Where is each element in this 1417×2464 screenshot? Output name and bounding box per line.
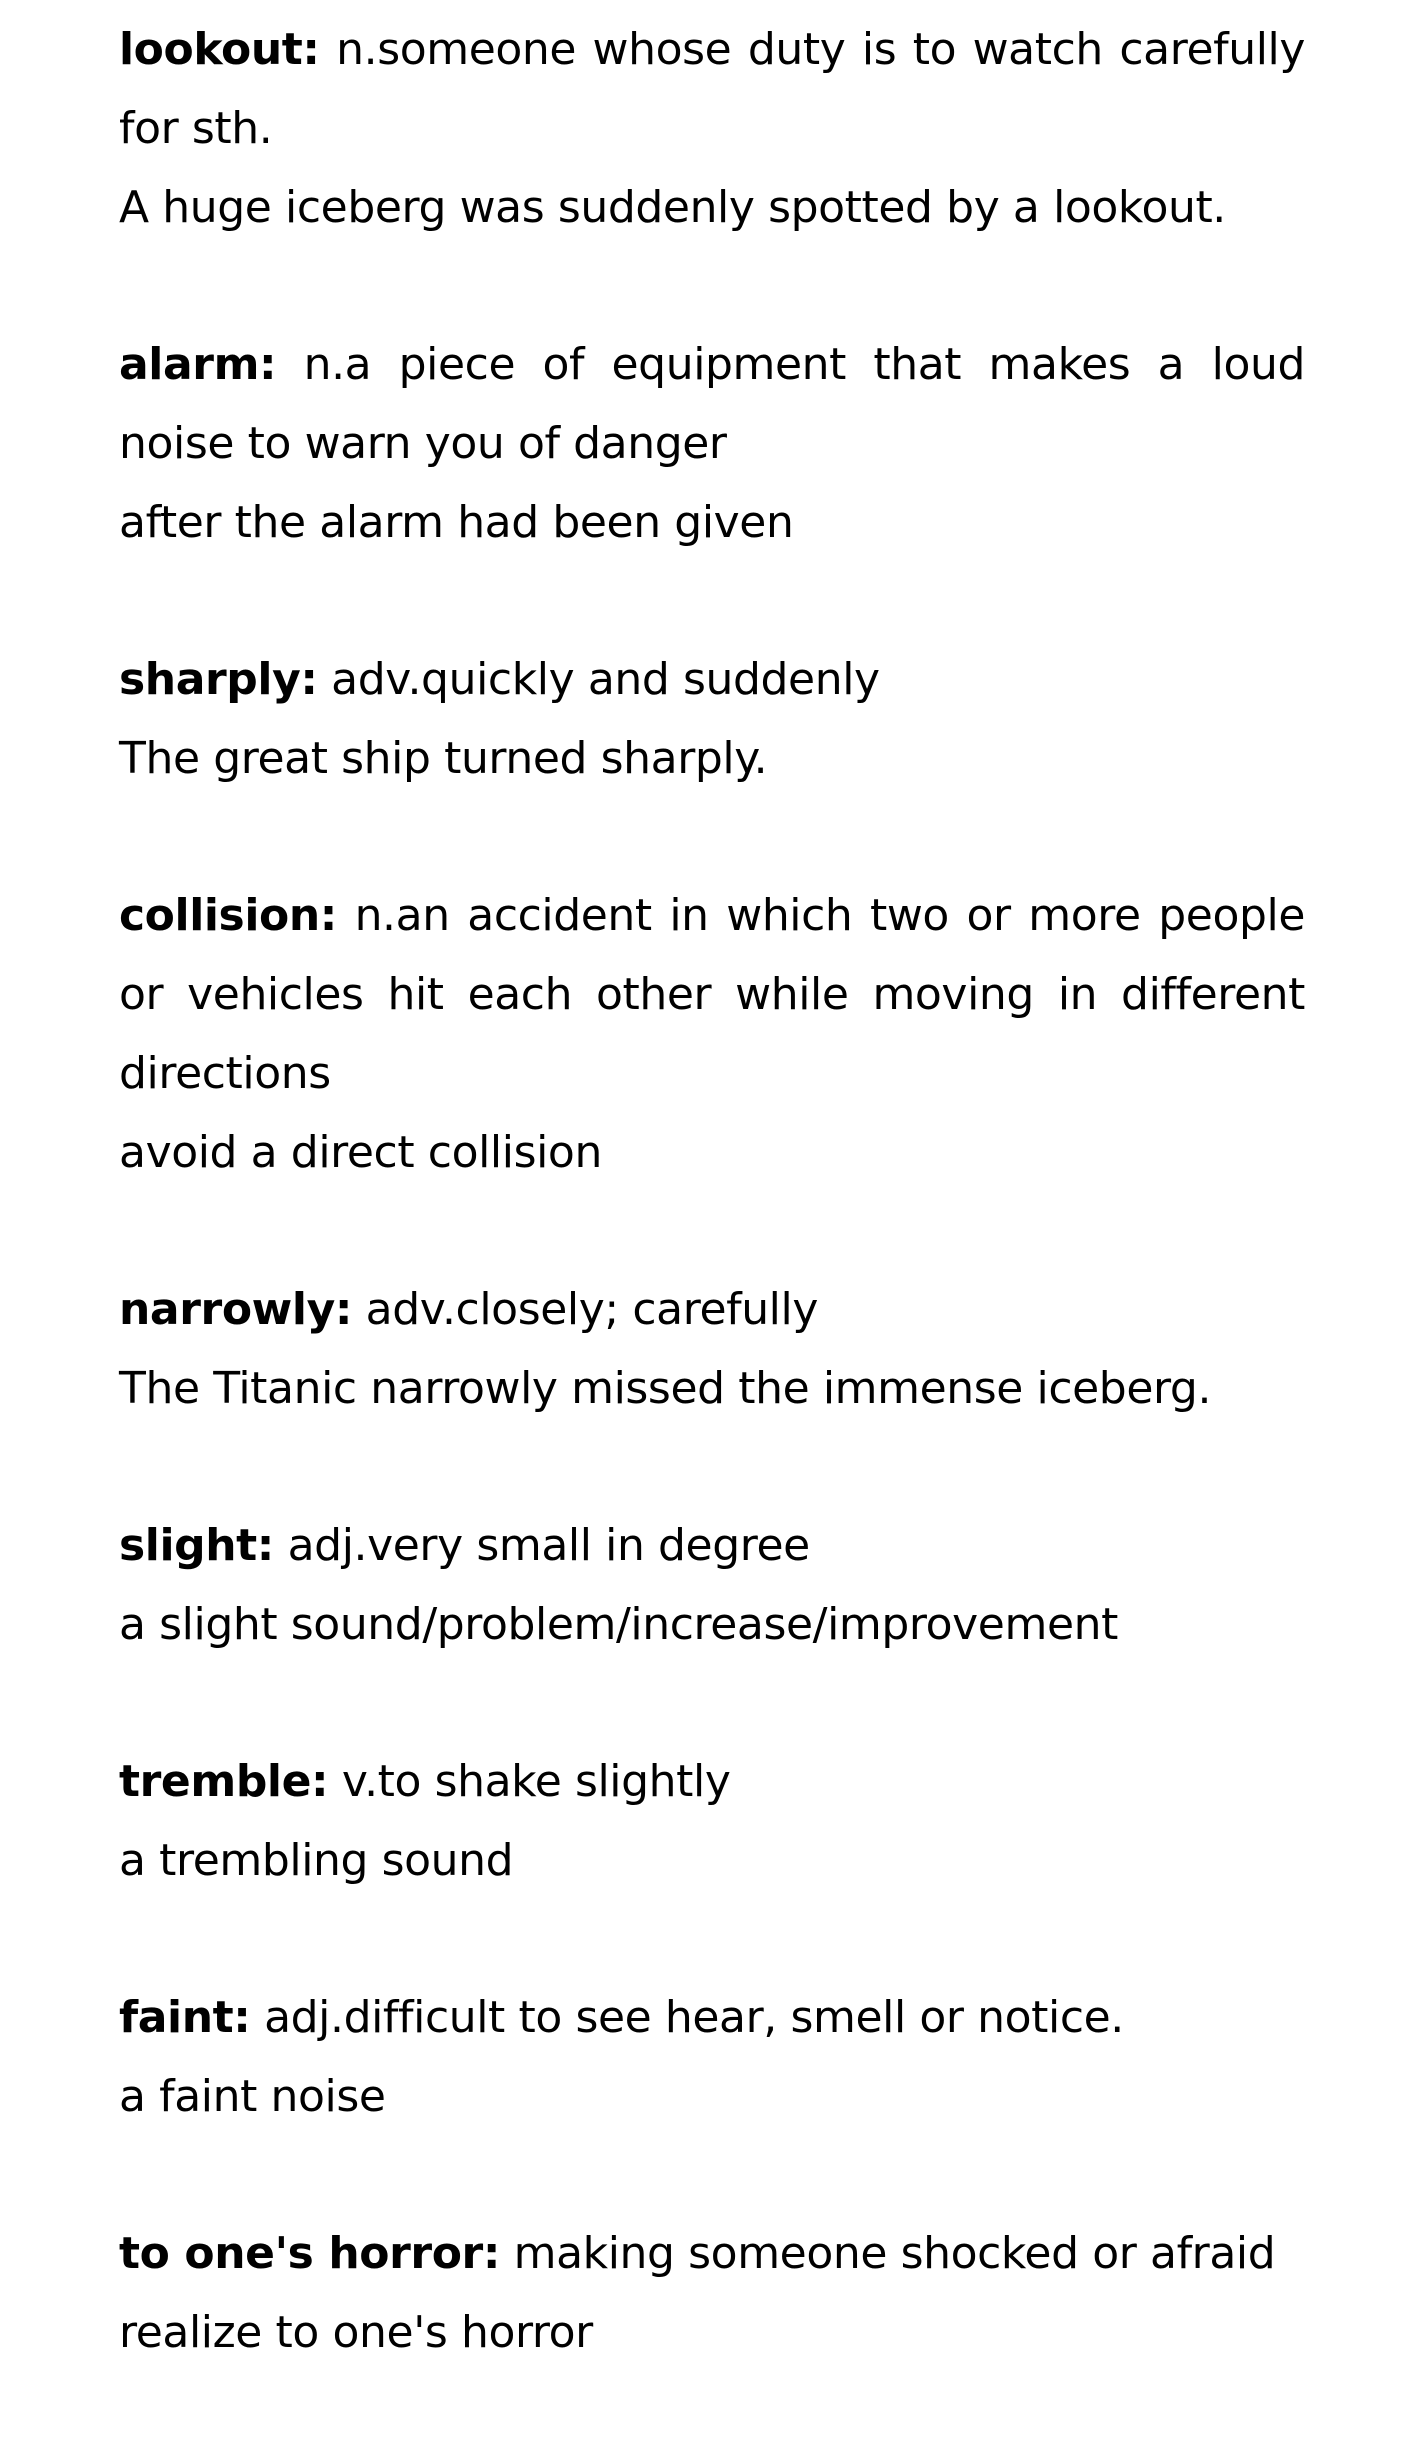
- term: faint:: [119, 1992, 251, 2043]
- definition-line: [119, 1270, 1305, 1349]
- definition: adj.difficult to see hear, smell or notice.: [264, 1992, 1124, 2043]
- vocab-entry-faint: [119, 1978, 1305, 2136]
- definition-line: [119, 876, 1305, 1113]
- vocab-entry-tremble: [119, 1742, 1305, 1900]
- vocab-entry-narrowly: [119, 1270, 1305, 1428]
- term: alarm:: [119, 339, 277, 390]
- definition: n.a piece of equipment that makes a loud noise to warn you of danger: [119, 339, 1305, 469]
- vocab-entry-slight: [119, 1506, 1305, 1664]
- definition-line: [119, 325, 1305, 483]
- example-sentence: avoid a direct collision: [119, 1127, 602, 1178]
- definition: v.to shake slightly: [341, 1756, 731, 1807]
- definition-line: [119, 10, 1305, 168]
- example-sentence: a trembling sound: [119, 1835, 514, 1886]
- definition: adj.very small in degree: [287, 1520, 810, 1571]
- definition-line: [119, 2214, 1305, 2293]
- definition: adv.closely; carefully: [365, 1284, 818, 1335]
- definition-line: [119, 1742, 1305, 1821]
- definition: n.someone whose duty is to watch carefully for sth.: [119, 24, 1305, 154]
- vocab-entry-collision: [119, 876, 1305, 1192]
- definition: making someone shocked or afraid: [513, 2228, 1276, 2279]
- example-sentence: after the alarm had been given: [119, 497, 794, 548]
- example-sentence: a faint noise: [119, 2071, 386, 2122]
- definition: adv.quickly and suddenly: [331, 654, 880, 705]
- term: collision:: [119, 890, 337, 941]
- definition-line: [119, 1978, 1305, 2057]
- example-sentence: The Titanic narrowly missed the immense iceberg.: [119, 1363, 1212, 1414]
- example-sentence: The great ship turned sharply.: [119, 733, 768, 784]
- definition-line: [119, 640, 1305, 719]
- term: tremble:: [119, 1756, 329, 1807]
- definition: n.an accident in which two or more people or vehicles hit each other while moving in different directions: [119, 890, 1305, 1099]
- term: slight:: [119, 1520, 275, 1571]
- term: to one's horror:: [119, 2228, 501, 2279]
- definition-line: [119, 1506, 1305, 1585]
- example-sentence: A huge iceberg was suddenly spotted by a lookout.: [119, 182, 1226, 233]
- term: lookout:: [119, 24, 320, 75]
- term: narrowly:: [119, 1284, 353, 1335]
- vocab-entry-sharply: [119, 640, 1305, 798]
- term: sharply:: [119, 654, 318, 705]
- example-sentence: a slight sound/problem/increase/improvement: [119, 1599, 1118, 1650]
- vocab-entry-to-ones-horror: [119, 2214, 1305, 2372]
- example-sentence: realize to one's horror: [119, 2307, 593, 2358]
- vocab-entry-alarm: [119, 325, 1305, 562]
- vocab-entry-lookout: [119, 10, 1305, 247]
- vocabulary-list: [119, 10, 1305, 2450]
